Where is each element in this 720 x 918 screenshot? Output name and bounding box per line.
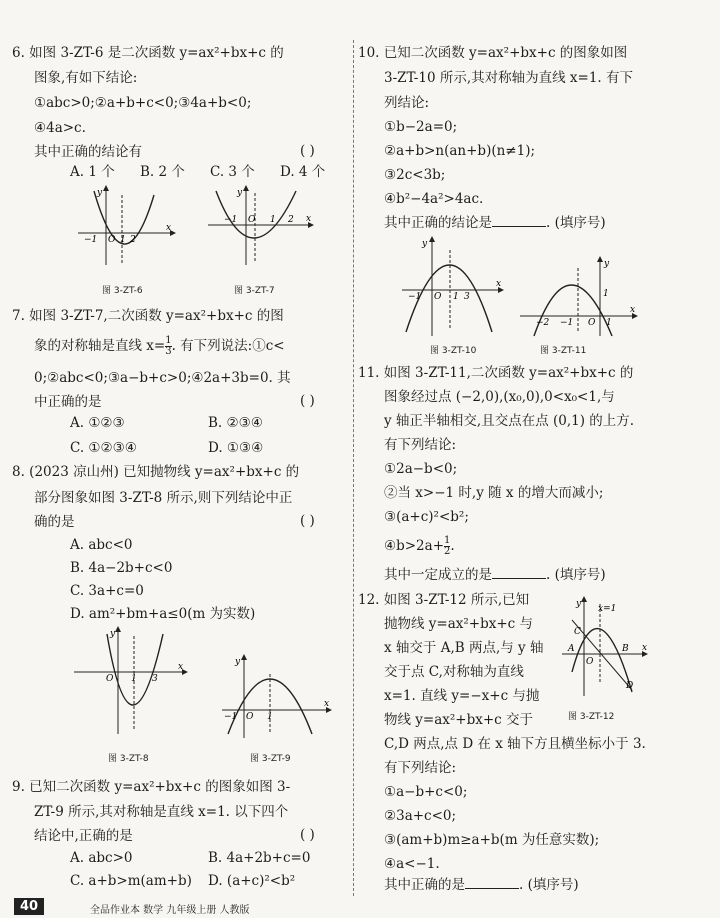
svg-text:y: y (576, 599, 582, 609)
svg-text:x: x (178, 662, 184, 672)
q11-conclusion-4 (384, 536, 455, 557)
figure-3-zt-8 (74, 626, 194, 734)
q11-stem-3: y 轴正半轴相交,且交点在点 (0,1) 的上方. (384, 413, 635, 429)
svg-text:O: O (434, 292, 442, 302)
svg-text:y: y (237, 188, 243, 198)
q6-conclusions-1: ①abc>0;②a+b+c<0;③4a+b<0; (34, 95, 252, 111)
q10-ask: 其中正确的结论是 (384, 215, 492, 231)
q6-option-b: B. 2 个 (140, 164, 185, 180)
q9-option-c: C. a+b>m(am+b) (70, 873, 192, 889)
q12-conclusion-2: ②3a+c<0; (384, 808, 457, 824)
q12-conclusion-4: ④a<−1. (384, 856, 440, 872)
svg-text:O: O (108, 235, 116, 245)
q6-option-a: A. 1 个 (70, 164, 115, 180)
svg-text:x: x (630, 305, 636, 315)
svg-text:1: 1 (453, 292, 459, 302)
figure-3-zt-7 (208, 185, 318, 265)
q10-stem-1: 10. 已知二次函数 y=ax²+bx+c 的图象如图 (358, 45, 628, 61)
q11-stem-4: 有下列结论: (384, 437, 457, 453)
svg-text:B: B (622, 644, 629, 654)
svg-text:O: O (248, 215, 256, 225)
q10-stem-2: 3-ZT-10 所示,其对称轴为直线 x=1. 有下 (384, 70, 634, 86)
svg-text:x: x (642, 643, 648, 653)
q7-frac-num: 1 (165, 335, 172, 346)
q7-stem-2 (34, 336, 285, 357)
q11-answer-blank[interactable] (492, 566, 546, 579)
svg-text:x: x (166, 223, 172, 233)
q8-option-a: A. abc<0 (70, 537, 133, 553)
q7-stem-1: 7. 如图 3-ZT-7,二次函数 y=ax²+bx+c 的图 (12, 308, 284, 324)
svg-text:y: y (110, 629, 116, 639)
q8-stem-2: 部分图象如图 3-ZT-8 所示,则下列结论中正 (34, 490, 293, 506)
figure-3-zt-12 (562, 596, 650, 696)
q12-ask: 其中正确的是 (384, 877, 465, 893)
q12-stem-3: x 轴交于 A,B 两点,与 y 轴 (384, 640, 544, 656)
fig-3-zt-10-caption: 图 3-ZT-10 (430, 346, 477, 356)
svg-text:A: A (568, 644, 575, 654)
q9-answer-paren: ( ) (300, 827, 315, 843)
q12-stem-1: 12. 如图 3-ZT-12 所示,已知 (358, 592, 530, 608)
svg-text:x=1: x=1 (598, 604, 617, 614)
q12-stem-8: 有下列结论: (384, 760, 457, 776)
q11-frac-den: 2 (444, 546, 451, 557)
svg-text:2: 2 (288, 215, 294, 225)
svg-text:3: 3 (152, 674, 158, 684)
page-number: 40 (14, 898, 44, 915)
q8-answer-paren: ( ) (300, 513, 315, 529)
q11-conclusion-2: ②当 x>−1 时,y 随 x 的增大而减小; (384, 485, 604, 501)
q6-answer-paren: ( ) (300, 143, 315, 159)
svg-text:O: O (588, 318, 596, 328)
q8-stem-1: 8. (2023 凉山州) 已知抛物线 y=ax²+bx+c 的 (12, 464, 300, 480)
svg-text:O: O (586, 657, 594, 667)
q11-conclusion-1: ①2a−b<0; (384, 461, 458, 477)
q6-stem-1: 6. 如图 3-ZT-6 是二次函数 y=ax²+bx+c 的 (12, 45, 284, 61)
q11-conclusion-3: ③(a+c)²<b²; (384, 509, 469, 525)
q6-option-d: D. 4 个 (280, 164, 326, 180)
q11-ask: 其中一定成立的是 (384, 567, 492, 583)
q7-stem-3: 0;②abc<0;③a−b+c>0;④2a+3b=0. 其 (34, 370, 291, 386)
q7-option-b: B. ②③④ (208, 415, 263, 431)
q12-stem-6: 物线 y=ax²+bx+c 交于 (384, 712, 534, 728)
q9-option-b: B. 4a+2b+c=0 (208, 850, 311, 866)
q10-conclusion-4: ④b²−4a²>4ac. (384, 191, 484, 207)
q11-tail: . (填序号) (546, 567, 606, 583)
q10-conclusion-1: ①b−2a=0; (384, 119, 458, 135)
q10-conclusion-3: ③2c<3b; (384, 167, 446, 183)
fig-3-zt-7-caption: 图 3-ZT-7 (234, 286, 275, 296)
q12-question (384, 876, 579, 894)
svg-text:y: y (422, 239, 428, 249)
q12-stem-7: C,D 两点,点 D 在 x 轴下方且横坐标小于 3. (384, 736, 646, 752)
figure-3-zt-6 (78, 185, 178, 265)
q10-tail: . (填序号) (546, 215, 606, 231)
q12-tail: . (填序号) (519, 877, 579, 893)
footer-text: 全品作业本 数学 九年级上册 人教版 (90, 905, 250, 916)
q6-option-c: C. 3 个 (210, 164, 255, 180)
q12-answer-blank[interactable] (465, 876, 519, 889)
q11-stem-2: 图象经过点 (−2,0),(x₀,0),0<x₀<1,与 (384, 389, 615, 405)
q10-stem-3: 列结论: (384, 95, 430, 111)
svg-text:1: 1 (606, 318, 612, 328)
svg-text:y: y (604, 259, 610, 269)
q12-stem-4: 交于点 C,对称轴为直线 (384, 664, 524, 680)
column-divider (353, 40, 354, 896)
q7-frac-den: 3 (165, 346, 172, 357)
q7-stem-4: 中正确的是 (34, 394, 102, 410)
svg-text:−1: −1 (408, 292, 422, 302)
fig-3-zt-6-caption: 图 3-ZT-6 (102, 286, 143, 296)
svg-text:y: y (97, 188, 103, 198)
q9-stem-2: ZT-9 所示,其对称轴是直线 x=1. 以下四个 (34, 804, 289, 820)
svg-text:1: 1 (120, 235, 126, 245)
q9-stem-3: 结论中,正确的是 (34, 828, 133, 844)
figure-3-zt-9 (222, 654, 334, 738)
svg-text:C: C (574, 627, 581, 637)
svg-text:O: O (246, 712, 254, 722)
q11-c4a: ④b>2a+ (384, 538, 445, 554)
svg-text:D: D (626, 681, 634, 691)
svg-text:3: 3 (464, 292, 470, 302)
q7-answer-paren: ( ) (300, 393, 315, 409)
svg-text:1: 1 (270, 215, 276, 225)
q11-frac-num: 1 (444, 535, 451, 546)
q12-conclusion-3: ③(am+b)m≥a+b(m 为任意实数); (384, 832, 600, 848)
svg-text:−1: −1 (224, 712, 238, 722)
svg-text:x: x (306, 214, 312, 224)
svg-text:1: 1 (131, 674, 137, 684)
svg-text:−2: −2 (536, 318, 550, 328)
q9-stem-1: 9. 已知二次函数 y=ax²+bx+c 的图象如图 3- (12, 779, 291, 795)
q8-option-d: D. am²+bm+a≤0(m 为实数) (70, 606, 256, 622)
q11-c4b: . (450, 538, 455, 554)
q6-stem-2: 图象,有如下结论: (34, 70, 138, 86)
q12-stem-2: 抛物线 y=ax²+bx+c 与 (384, 616, 534, 632)
svg-text:2: 2 (130, 235, 136, 245)
q12-stem-5: x=1. 直线 y=−x+c 与抛 (384, 688, 540, 704)
q9-option-d: D. (a+c)²<b² (208, 873, 296, 889)
q10-question (384, 214, 606, 232)
svg-text:−1: −1 (224, 215, 238, 225)
svg-text:1: 1 (603, 289, 609, 299)
svg-text:x: x (324, 699, 330, 709)
fig-3-zt-12-caption: 图 3-ZT-12 (568, 712, 615, 722)
fig-3-zt-8-caption: 图 3-ZT-8 (108, 754, 149, 764)
q10-conclusion-2: ②a+b>n(an+b)(n≠1); (384, 143, 536, 159)
q10-answer-blank[interactable] (492, 214, 546, 227)
fig-3-zt-11-caption: 图 3-ZT-11 (540, 346, 587, 356)
q6-conclusions-2: ④4a>c. (34, 120, 86, 136)
q7-stem-2a: 象的对称轴是直线 x= (34, 338, 166, 354)
figure-3-zt-11 (520, 256, 640, 336)
svg-text:y: y (235, 657, 241, 667)
q7-stem-2b: . 有下列说法:①c< (171, 338, 285, 354)
q7-option-c: C. ①②③④ (70, 440, 137, 456)
page-footer (0, 898, 720, 918)
q6-question: 其中正确的结论有 (34, 144, 142, 160)
fig-3-zt-9-caption: 图 3-ZT-9 (250, 754, 291, 764)
q12-conclusion-1: ①a−b+c<0; (384, 784, 468, 800)
q9-option-a: A. abc>0 (70, 850, 133, 866)
q7-option-a: A. ①②③ (70, 415, 125, 431)
svg-text:O: O (106, 674, 114, 684)
figure-3-zt-10 (402, 236, 512, 336)
svg-text:−1: −1 (84, 235, 98, 245)
q8-option-c: C. 3a+c=0 (70, 583, 144, 599)
svg-text:−1: −1 (560, 318, 574, 328)
q7-option-d: D. ①③④ (208, 440, 264, 456)
svg-text:x: x (496, 279, 502, 289)
q8-option-b: B. 4a−2b+c<0 (70, 560, 173, 576)
svg-text:1: 1 (267, 712, 273, 722)
q11-question (384, 566, 606, 584)
q8-stem-3: 确的是 (34, 514, 75, 530)
q11-stem-1: 11. 如图 3-ZT-11,二次函数 y=ax²+bx+c 的 (358, 365, 634, 381)
